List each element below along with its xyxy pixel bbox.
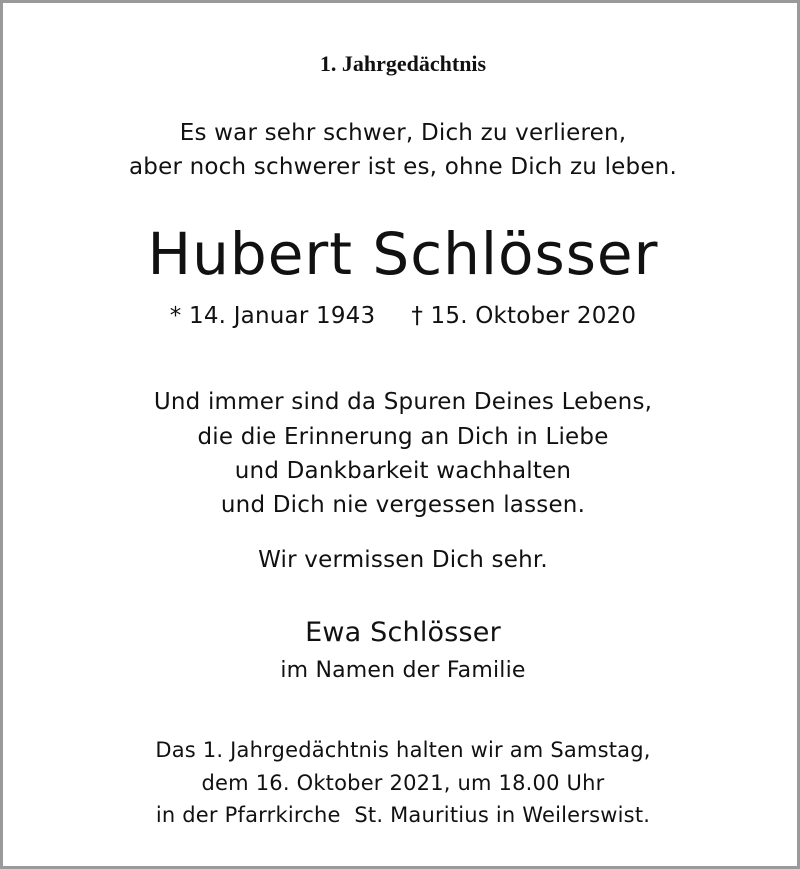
verse-top-line-1: Es war sehr schwer, Dich zu verlieren, bbox=[179, 120, 627, 146]
verse-top-line-2: aber noch schwerer ist es, ohne Dich zu leben. bbox=[129, 154, 677, 180]
deceased-name: Hubert Schlösser bbox=[147, 220, 659, 288]
death-date: † 15. Oktober 2020 bbox=[411, 303, 637, 329]
verse-main-line-3: und Dankbarkeit wachhalten bbox=[234, 458, 572, 484]
service-notice-line-3: in der Pfarrkirche St. Mauritius in Weilerswist. bbox=[155, 803, 651, 827]
verse-main-line-4: und Dich nie vergessen lassen. bbox=[220, 492, 586, 518]
signer-name: Ewa Schlösser bbox=[305, 617, 501, 648]
verse-main-line-2: die die Erinnerung an Dich in Liebe bbox=[197, 424, 609, 450]
signer-note: im Namen der Familie bbox=[280, 658, 526, 683]
miss-line: Wir vermissen Dich sehr. bbox=[258, 547, 548, 573]
service-notice-line-2: dem 16. Oktober 2021, um 18.00 Uhr bbox=[201, 771, 605, 795]
service-notice-line-1: Das 1. Jahrgedächtnis halten wir am Samstag, bbox=[155, 738, 651, 762]
life-dates bbox=[3, 303, 800, 329]
notice-heading: 1. Jahrgedächtnis bbox=[319, 51, 487, 76]
verse-main-line-1: Und immer sind da Spuren Deines Lebens, bbox=[153, 389, 653, 415]
birth-date: * 14. Januar 1943 bbox=[169, 303, 376, 329]
